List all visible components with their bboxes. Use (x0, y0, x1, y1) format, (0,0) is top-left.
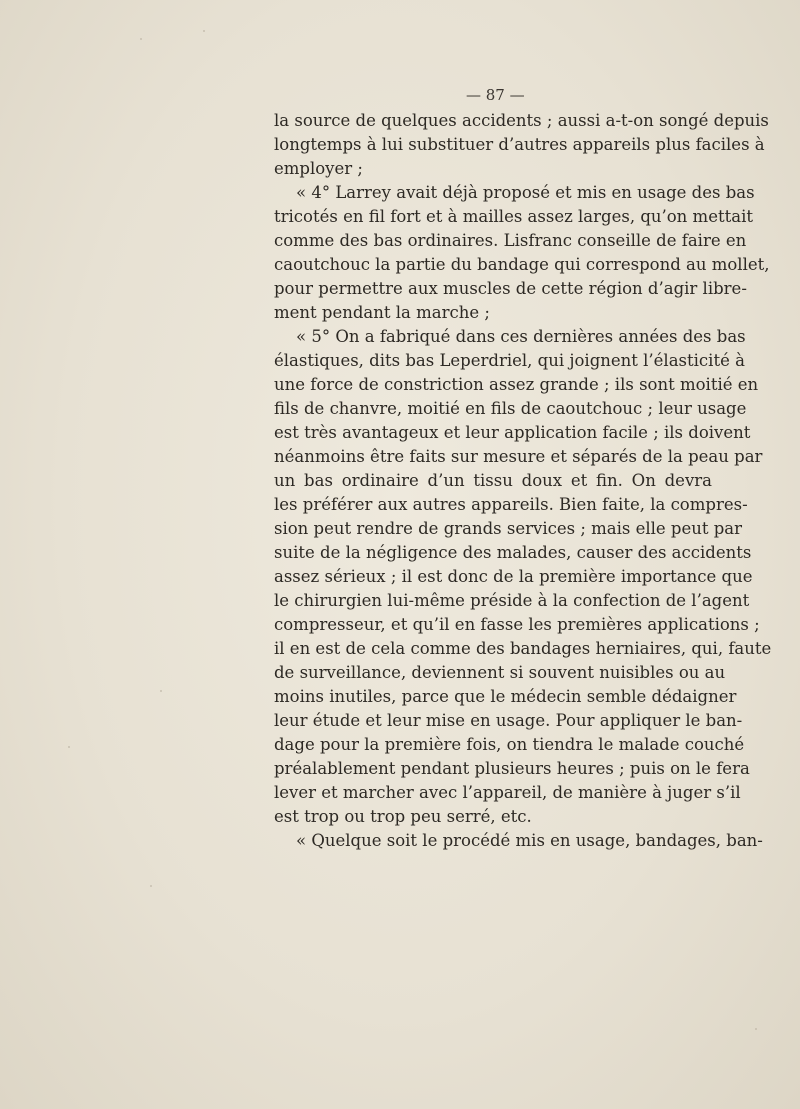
paper-speck (68, 746, 70, 748)
text-line: « 5° On a fabriqué dans ces dernières années des bas (296, 327, 746, 346)
text-line: comme des bas ordinaires. Lisfranc conseille de faire en (274, 231, 747, 250)
text-line: sion peut rendre de grands services ; mais elle peut par (274, 519, 743, 538)
text-line: compresseur, et qu’il en fasse les premières applications ; (274, 615, 760, 634)
text-line: néanmoins être faits sur mesure et séparés de la peau par (274, 447, 763, 466)
text-line: fils de chanvre, moitié en fils de caoutchouc ; leur usage (274, 399, 747, 418)
text-line: caoutchouc la partie du bandage qui correspond au mollet, (274, 255, 770, 274)
text-line: tricotés en fil fort et à mailles assez larges, qu’on mettait (274, 207, 753, 226)
text-line: lever et marcher avec l’appareil, de manière à juger s’il (274, 783, 741, 802)
text-line: assez sérieux ; il est donc de la première importance que (274, 567, 753, 586)
text-line: un bas ordinaire d’un tissu doux et fin. On devra (274, 471, 712, 490)
text-line: « 4° Larrey avait déjà proposé et mis en usage des bas (296, 183, 755, 202)
text-line: est très avantageux et leur application facile ; ils doivent (274, 423, 751, 442)
body-text (274, 109, 772, 853)
text-line: employer ; (274, 159, 363, 178)
paper-speck (160, 690, 162, 692)
text-line: la source de quelques accidents ; aussi a-t-on songé depuis (274, 111, 769, 130)
text-line: leur étude et leur mise en usage. Pour appliquer le ban- (274, 711, 743, 730)
text-line: « Quelque soit le procédé mis en usage, bandages, ban- (296, 831, 763, 850)
text-line: suite de la négligence des malades, causer des accidents (274, 543, 752, 562)
text-line: pour permettre aux muscles de cette région d’agir libre- (274, 279, 747, 298)
text-line: longtemps à lui substituer d’autres appareils plus faciles à (274, 135, 765, 154)
text-line: de surveillance, deviennent si souvent nuisibles ou au (274, 663, 726, 682)
text-line: il en est de cela comme des bandages herniaires, qui, faute (274, 639, 772, 658)
text-line: les préférer aux autres appareils. Bien faite, la compres- (274, 495, 748, 514)
text-line: le chirurgien lui-même préside à la confection de l’agent (274, 591, 750, 610)
text-line: ment pendant la marche ; (274, 303, 490, 322)
text-line: est trop ou trop peu serré, etc. (274, 807, 532, 826)
paper-speck (203, 30, 205, 32)
text-line: élastiques, dits bas Leperdriel, qui joignent l’élasticité à (274, 351, 745, 370)
paper-speck (140, 38, 142, 40)
page-number: — 87 — (466, 86, 525, 104)
paper-speck (150, 885, 152, 887)
paper-speck (755, 1028, 757, 1030)
text-line: dage pour la première fois, on tiendra le malade couché (274, 735, 745, 754)
text-line: une force de constriction assez grande ; ils sont moitié en (274, 375, 759, 394)
text-line: moins inutiles, parce que le médecin semble dédaigner (274, 687, 737, 706)
text-line: préalablement pendant plusieurs heures ; puis on le fera (274, 759, 750, 778)
